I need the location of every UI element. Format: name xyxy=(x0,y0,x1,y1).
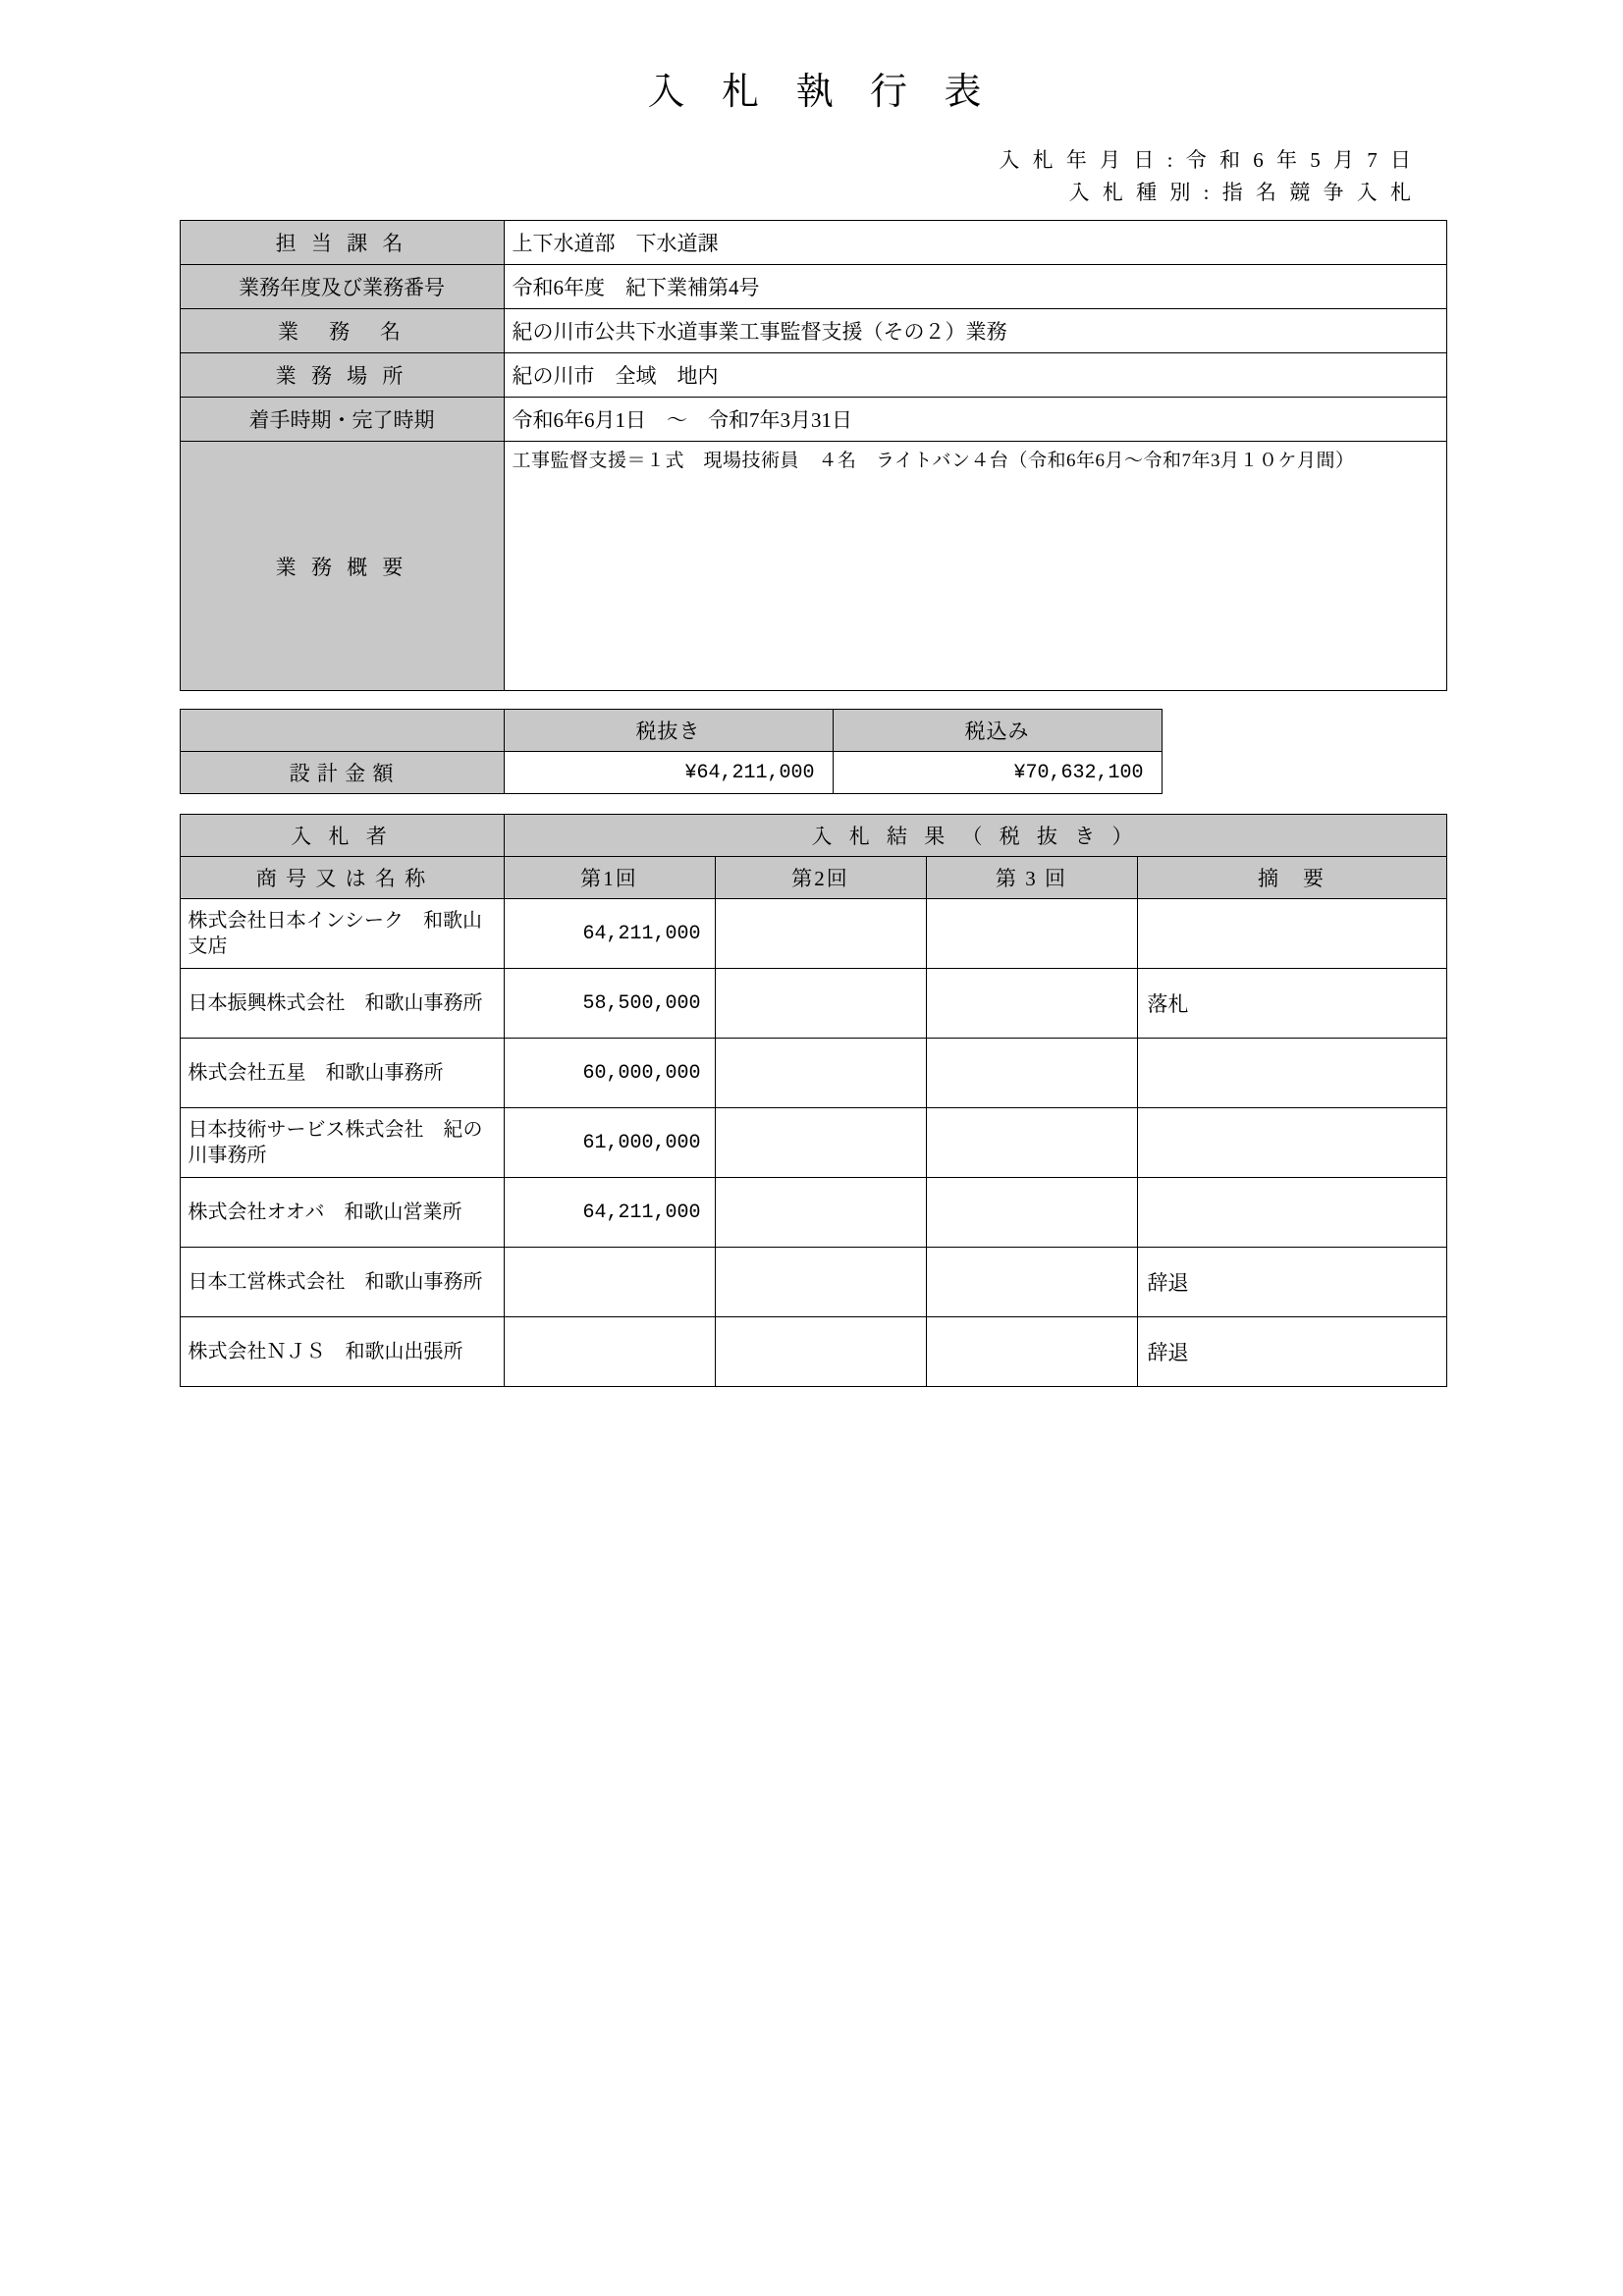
amount-header-incl-tax: 税込み xyxy=(833,710,1162,752)
label-department: 担 当 課 名 xyxy=(180,221,504,265)
bid-round-1: 64,211,000 xyxy=(504,899,715,969)
value-project-location: 紀の川市 全域 地内 xyxy=(504,353,1446,398)
document-meta xyxy=(0,144,1623,208)
bid-round-3 xyxy=(926,899,1137,969)
bidder-name: 株式会社日本インシーク 和歌山支店 xyxy=(180,899,504,969)
bid-round-3 xyxy=(926,1317,1137,1387)
amount-blank-header xyxy=(180,710,504,752)
bidder-name: 株式会社ＮＪＳ 和歌山出張所 xyxy=(180,1317,504,1387)
bid-remarks xyxy=(1137,1178,1446,1248)
bid-remarks: 辞退 xyxy=(1137,1317,1446,1387)
table-row xyxy=(180,398,1446,442)
table-row xyxy=(180,1178,1446,1248)
table-row xyxy=(180,353,1446,398)
value-department: 上下水道部 下水道課 xyxy=(504,221,1446,265)
page-title: 入 札 執 行 表 xyxy=(647,72,996,113)
bid-results-table xyxy=(180,814,1447,1387)
bid-round-3 xyxy=(926,969,1137,1039)
bid-round-1: 61,000,000 xyxy=(504,1108,715,1178)
header-bidder: 入 札 者 xyxy=(180,815,504,857)
table-header-row xyxy=(180,857,1446,899)
bid-remarks xyxy=(1137,1108,1446,1178)
header-bid-result: 入 札 結 果 （ 税 抜 き ） xyxy=(504,815,1446,857)
bid-round-2 xyxy=(715,1178,926,1248)
bid-round-2 xyxy=(715,1317,926,1387)
label-project-name: 業 務 名 xyxy=(180,309,504,353)
label-fiscal-year-number: 業務年度及び業務番号 xyxy=(180,265,504,309)
header-round-3: 第 3 回 xyxy=(926,857,1137,899)
table-row xyxy=(180,1248,1446,1317)
label-design-amount: 設 計 金 額 xyxy=(180,752,504,794)
bidder-name: 株式会社五星 和歌山事務所 xyxy=(180,1039,504,1108)
tables-container xyxy=(178,220,1446,1387)
bidder-name: 日本振興株式会社 和歌山事務所 xyxy=(180,969,504,1039)
table-row xyxy=(180,1039,1446,1108)
bid-round-2 xyxy=(715,969,926,1039)
bid-round-1: 58,500,000 xyxy=(504,969,715,1039)
bid-round-1: 64,211,000 xyxy=(504,1178,715,1248)
bid-remarks xyxy=(1137,899,1446,969)
table-row xyxy=(180,309,1446,353)
design-amount-table xyxy=(180,709,1163,794)
table-row xyxy=(180,752,1162,794)
table-row xyxy=(180,969,1446,1039)
bid-remarks: 辞退 xyxy=(1137,1248,1446,1317)
bid-type-line: 入 札 種 別 : 指 名 競 争 入 札 xyxy=(1068,180,1415,204)
bid-remarks: 落札 xyxy=(1137,969,1446,1039)
bid-round-2 xyxy=(715,1108,926,1178)
bid-round-3 xyxy=(926,1178,1137,1248)
bid-date-line: 入 札 年 月 日 : 令 和 6 年 5 月 7 日 xyxy=(999,148,1415,172)
bid-round-2 xyxy=(715,1248,926,1317)
table-header-row xyxy=(180,815,1446,857)
value-project-name: 紀の川市公共下水道事業工事監督支援（その２）業務 xyxy=(504,309,1446,353)
bid-round-3 xyxy=(926,1248,1137,1317)
value-design-amount-excl-tax: ¥64,211,000 xyxy=(504,752,833,794)
bidder-name: 株式会社オオバ 和歌山営業所 xyxy=(180,1178,504,1248)
value-period: 令和6年6月1日 〜 令和7年3月31日 xyxy=(504,398,1446,442)
bid-round-1 xyxy=(504,1248,715,1317)
label-period: 着手時期・完了時期 xyxy=(180,398,504,442)
bid-round-2 xyxy=(715,1039,926,1108)
bid-round-1 xyxy=(504,1317,715,1387)
bid-round-1: 60,000,000 xyxy=(504,1039,715,1108)
header-round-2: 第2回 xyxy=(715,857,926,899)
table-row xyxy=(180,710,1162,752)
table-row xyxy=(180,442,1446,691)
header-round-1: 第1回 xyxy=(504,857,715,899)
value-project-outline: 工事監督支援＝１式 現場技術員 ４名 ライトバン４台（令和6年6月〜令和7年3月１０ケ月間） xyxy=(504,442,1446,691)
table-row xyxy=(180,1317,1446,1387)
value-fiscal-year-number: 令和6年度 紀下業補第4号 xyxy=(504,265,1446,309)
label-project-location: 業 務 場 所 xyxy=(180,353,504,398)
bid-remarks xyxy=(1137,1039,1446,1108)
bid-round-2 xyxy=(715,899,926,969)
table-row xyxy=(180,1108,1446,1178)
label-project-outline: 業 務 概 要 xyxy=(180,442,504,691)
table-row xyxy=(180,221,1446,265)
bid-round-3 xyxy=(926,1039,1137,1108)
table-row xyxy=(180,265,1446,309)
project-info-table xyxy=(180,220,1447,691)
header-remarks: 摘 要 xyxy=(1137,857,1446,899)
amount-header-excl-tax: 税抜き xyxy=(504,710,833,752)
bidder-name: 日本技術サービス株式会社 紀の川事務所 xyxy=(180,1108,504,1178)
bid-round-3 xyxy=(926,1108,1137,1178)
table-row xyxy=(180,899,1446,969)
header-company-name: 商 号 又 は 名 称 xyxy=(180,857,504,899)
value-design-amount-incl-tax: ¥70,632,100 xyxy=(833,752,1162,794)
bidder-name: 日本工営株式会社 和歌山事務所 xyxy=(180,1248,504,1317)
